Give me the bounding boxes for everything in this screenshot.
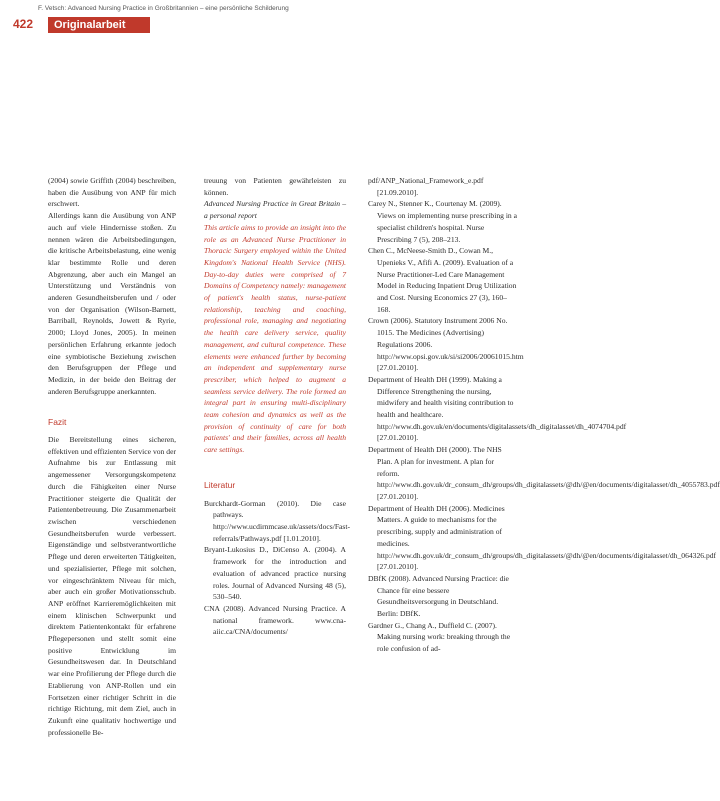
paragraph: (2004) sowie Griffith (2004) beschreiben, haben die Ausübung von ANP für mich erschwert. [48,176,176,209]
literature-heading: Literatur [204,479,236,490]
page-number: 422 [13,17,34,31]
reference-item: Department of Health DH (2000). The NHS Plan. A plan for investment. A plan for reform. http://www.dh.gov.uk/dr_consum_dh/groups/dh_digitalassets/@dh/@en/documents/digitalasset/dh_4055783.pdf [27.01.2010]. [368,445,720,501]
reference-item: Burckhardt-Gorman (2010). Die case pathways. http://www.ucdirnmcase.uk/assets/docs/Fast-referrals/Pathways.pdf [1.01.2010]. [204,498,351,543]
reference-item: CNA (2008). Advanced Nursing Practice. A national framework. www.cna-aiic.ca/CNA/documents/ [204,603,346,637]
paragraph: Die Bereitstellung eines sicheren, effektiven und effizienten Service von der Aufnahme bis zur Entlassung mit angemessener Versorgungskompetenz durch die Fähigkeiten einer Nurse Practitioner steigerte die Qualität der Patientenbetreuung. Die Zusammenarbeit zwischen verschiedenen Gesundheitsberufen wurde verbessert. Eigenständige und selbstverantwortliche Pflege und deren erweiterten Tätigkeiten, und spezialisierter, Pflege mit solchen, vor eingeschränktem Niveau für mich, aber auch ein großer Motivationsschub. ANP eröffnet Karrieremöglichkeiten mit einem klinischen Schwerpunkt und direktem Patientenkontakt für erfahrene Pflegepersonen und stellt somit eine positive Entwicklung im Gesundheitswesen dar. In Deutschland war eine Profilierung der Pflege durch die Etablierung von ANP-Rollen und ein Fortsetzen einer richtiger Schritt in die richtige Richtung, mit dem Ziel, auch in Zukunft eine qualitativ hochwertige und professionelle Be- [48,435,176,737]
english-title: Advanced Nursing Practice in Great Britain – a personal report [204,199,346,221]
reference-item: Department of Health DH (2006). Medicines Matters. A guide to mechanisms for the prescribing, supply and administration of medicines. http://www.dh.gov.uk/dr_consum_dh/groups/dh_digitalassets/@dh/@en/documents/digitalasset/dh_064326.pdf [27.01.2010]. [368,503,717,572]
reference-item: DBfK (2008). Advanced Nursing Practice: die Chance für eine bessere Gesundheitsversorgung in Deutschland. Berlin: DBfK. [368,573,509,619]
english-abstract: This article aims to provide an insight into the role as an Advanced Nurse Practitioner in Thoracic Surgery employed within the United Kingdom's National Health Service (NHS). Day-to-day duties were comprised of 7 Domains of Competency namely: management of patient's health status, nurse-patient relationship, teaching and coaching, professional role, managing and negotiating the health care delivery service, quality management, and cultural competence. These elements were enhanced further by becoming an independent and supplementary nurse prescriber, which helped to augment a seamless service delivery. The role formed an integral part in ensuring multi-disciplinary team cohesion and dynamics as well as the provision of continuity of care for both patients' and their families, across all health care settings. [204,222,346,455]
section-tab: Originalarbeit [48,17,150,33]
reference-item: Gardner G., Chang A., Duffield C. (2007). Making nursing work: breaking through the role confusion of ad- [368,620,511,654]
reference-item: Carey N., Stenner K., Courtenay M. (2009). Views on implementing nurse prescribing in a specialist children's hospital. Nurse Prescribing 7 (5), 208–213. [368,199,517,244]
column-1 [48,175,176,738]
reference-item: Chen C., McNeese-Smith D., Cowan M., Upenieks V., Afifi A. (2009). Evaluation of a Nurse Practitioner-Led Care Management Model in Reducing Inpatient Drug Utilization and Cost. Nursing Economics 27 (3), 160–168. [368,246,517,314]
reference-item: pdf/ANP_National_Framework_e.pdf [21.09.2010]. [368,176,484,197]
reference-item: Crown (2006). Statutory Instrument 2006 No. 1015. The Medicines (Advertising) Regulations 2006. http://www.opsi.gov.uk/si/si2006/20061015.htm [27.01.2010]. [368,316,524,373]
paragraph: Allerdings kann die Ausübung von ANP auch auf viele Hindernisse stoßen. Zu nennen wären die Arbeitsbedingungen, die kritische Arbeitsbelastung, eine wenig klar bestimmte Rolle und deren Abgrenzung, aber auch ein Mangel an Unterstützung und Verständnis von anderen Gesundheitsberufen und / oder von der Organisation (Wilson-Barnett, Barriball, Reynolds, Jowett & Ryrie, 2000; Lloyd Jones, 2005). In meinen persönlichen Erfahrung erkannte jedoch eine symbiotische Beziehung zwischen den Berufsgruppen der Pflege und Medizin, in der beide den Beitrag der anderen Berufsgruppe anerkannten. [48,211,176,396]
running-head: F. Vetsch: Advanced Nursing Practice in Großbritannien – eine persönliche Schilderung [38,5,289,12]
fazit-heading: Fazit [48,417,67,428]
page-header-bar [0,17,572,33]
column-3 [368,175,720,655]
reference-item: Department of Health DH (1999). Making a Difference Strengthening the nursing, midwifery and health visiting contribution to health and healthcare. http://www.dh.gov.uk/en/documents/digitalassets/dh_digitalasset/dh_4074704.pdf [27.01.2010]. [368,374,627,443]
reference-item: Bryant-Lukosius D., DiCenso A. (2004). A framework for the introduction and evaluation of advanced practice nursing roles. Journal of Advanced Nursing 48 (5), 530–540. [204,545,346,602]
paragraph: treuung von Patienten gewährleisten zu können. [204,176,346,197]
column-2 [204,175,351,638]
